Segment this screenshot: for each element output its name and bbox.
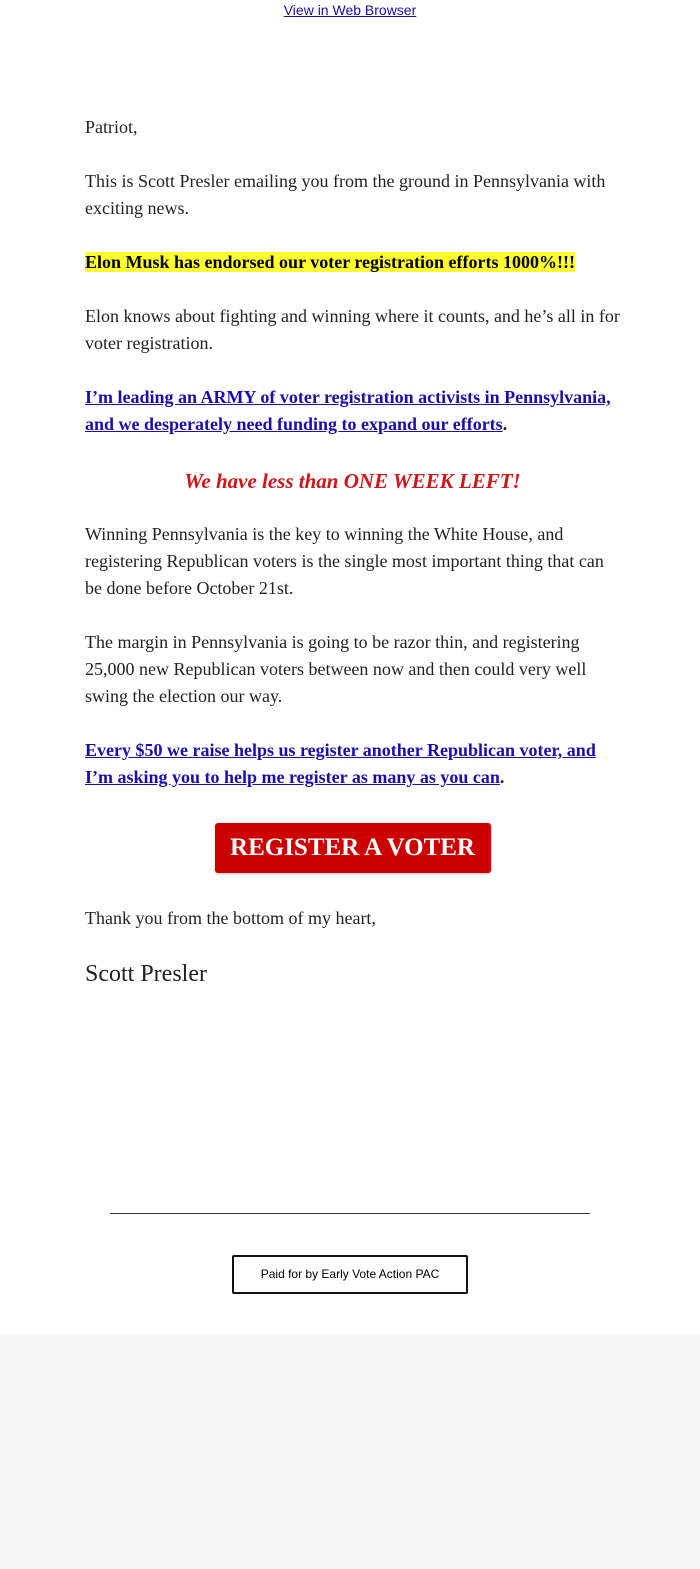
- closing-line: Thank you from the bottom of my heart,: [85, 908, 376, 928]
- greeting: Patriot,: [85, 117, 138, 137]
- urgent-notice: We have less than ONE WEEK LEFT!: [184, 469, 521, 493]
- view-in-browser-link[interactable]: View in Web Browser: [283, 2, 417, 18]
- margin-paragraph: The margin in Pennsylvania is going to be razor thin, and registering 25,000 new Republican voters between now and then could very well swing the election our way.: [85, 632, 587, 706]
- highlighted-endorsement: Elon Musk has endorsed our voter registration efforts 1000%!!!: [85, 252, 575, 272]
- raise-donate-link[interactable]: Every $50 we raise helps us register another Republican voter, and I’m asking you to help me register as many as you can: [85, 740, 596, 787]
- email-body: [85, 114, 620, 1016]
- army-donate-link[interactable]: I’m leading an ARMY of voter registration activists in Pennsylvania, and we desperately need funding to expand our efforts: [85, 387, 611, 434]
- view-in-browser-bar: [0, 1, 700, 19]
- paid-for-disclaimer: Paid for by Early Vote Action PAC: [232, 1255, 468, 1294]
- footer-divider: [110, 1213, 590, 1214]
- elon-paragraph: Elon knows about fighting and winning where it counts, and he’s all in for voter registration.: [85, 306, 620, 353]
- army-paragraph: [85, 384, 620, 438]
- army-period: .: [502, 414, 508, 434]
- intro-paragraph: This is Scott Presler emailing you from the ground in Pennsylvania with exciting news.: [85, 171, 606, 218]
- winning-paragraph: Winning Pennsylvania is the key to winning the White House, and registering Republican voters is the single most important thing that can be done before October 21st.: [85, 524, 604, 598]
- highlight-paragraph: [85, 249, 620, 276]
- raise-paragraph: [85, 737, 620, 791]
- register-a-voter-button[interactable]: REGISTER A VOTER: [215, 823, 491, 873]
- signature: Scott Presler: [85, 961, 207, 987]
- cta-wrapper: [85, 823, 620, 873]
- raise-period: .: [499, 767, 505, 787]
